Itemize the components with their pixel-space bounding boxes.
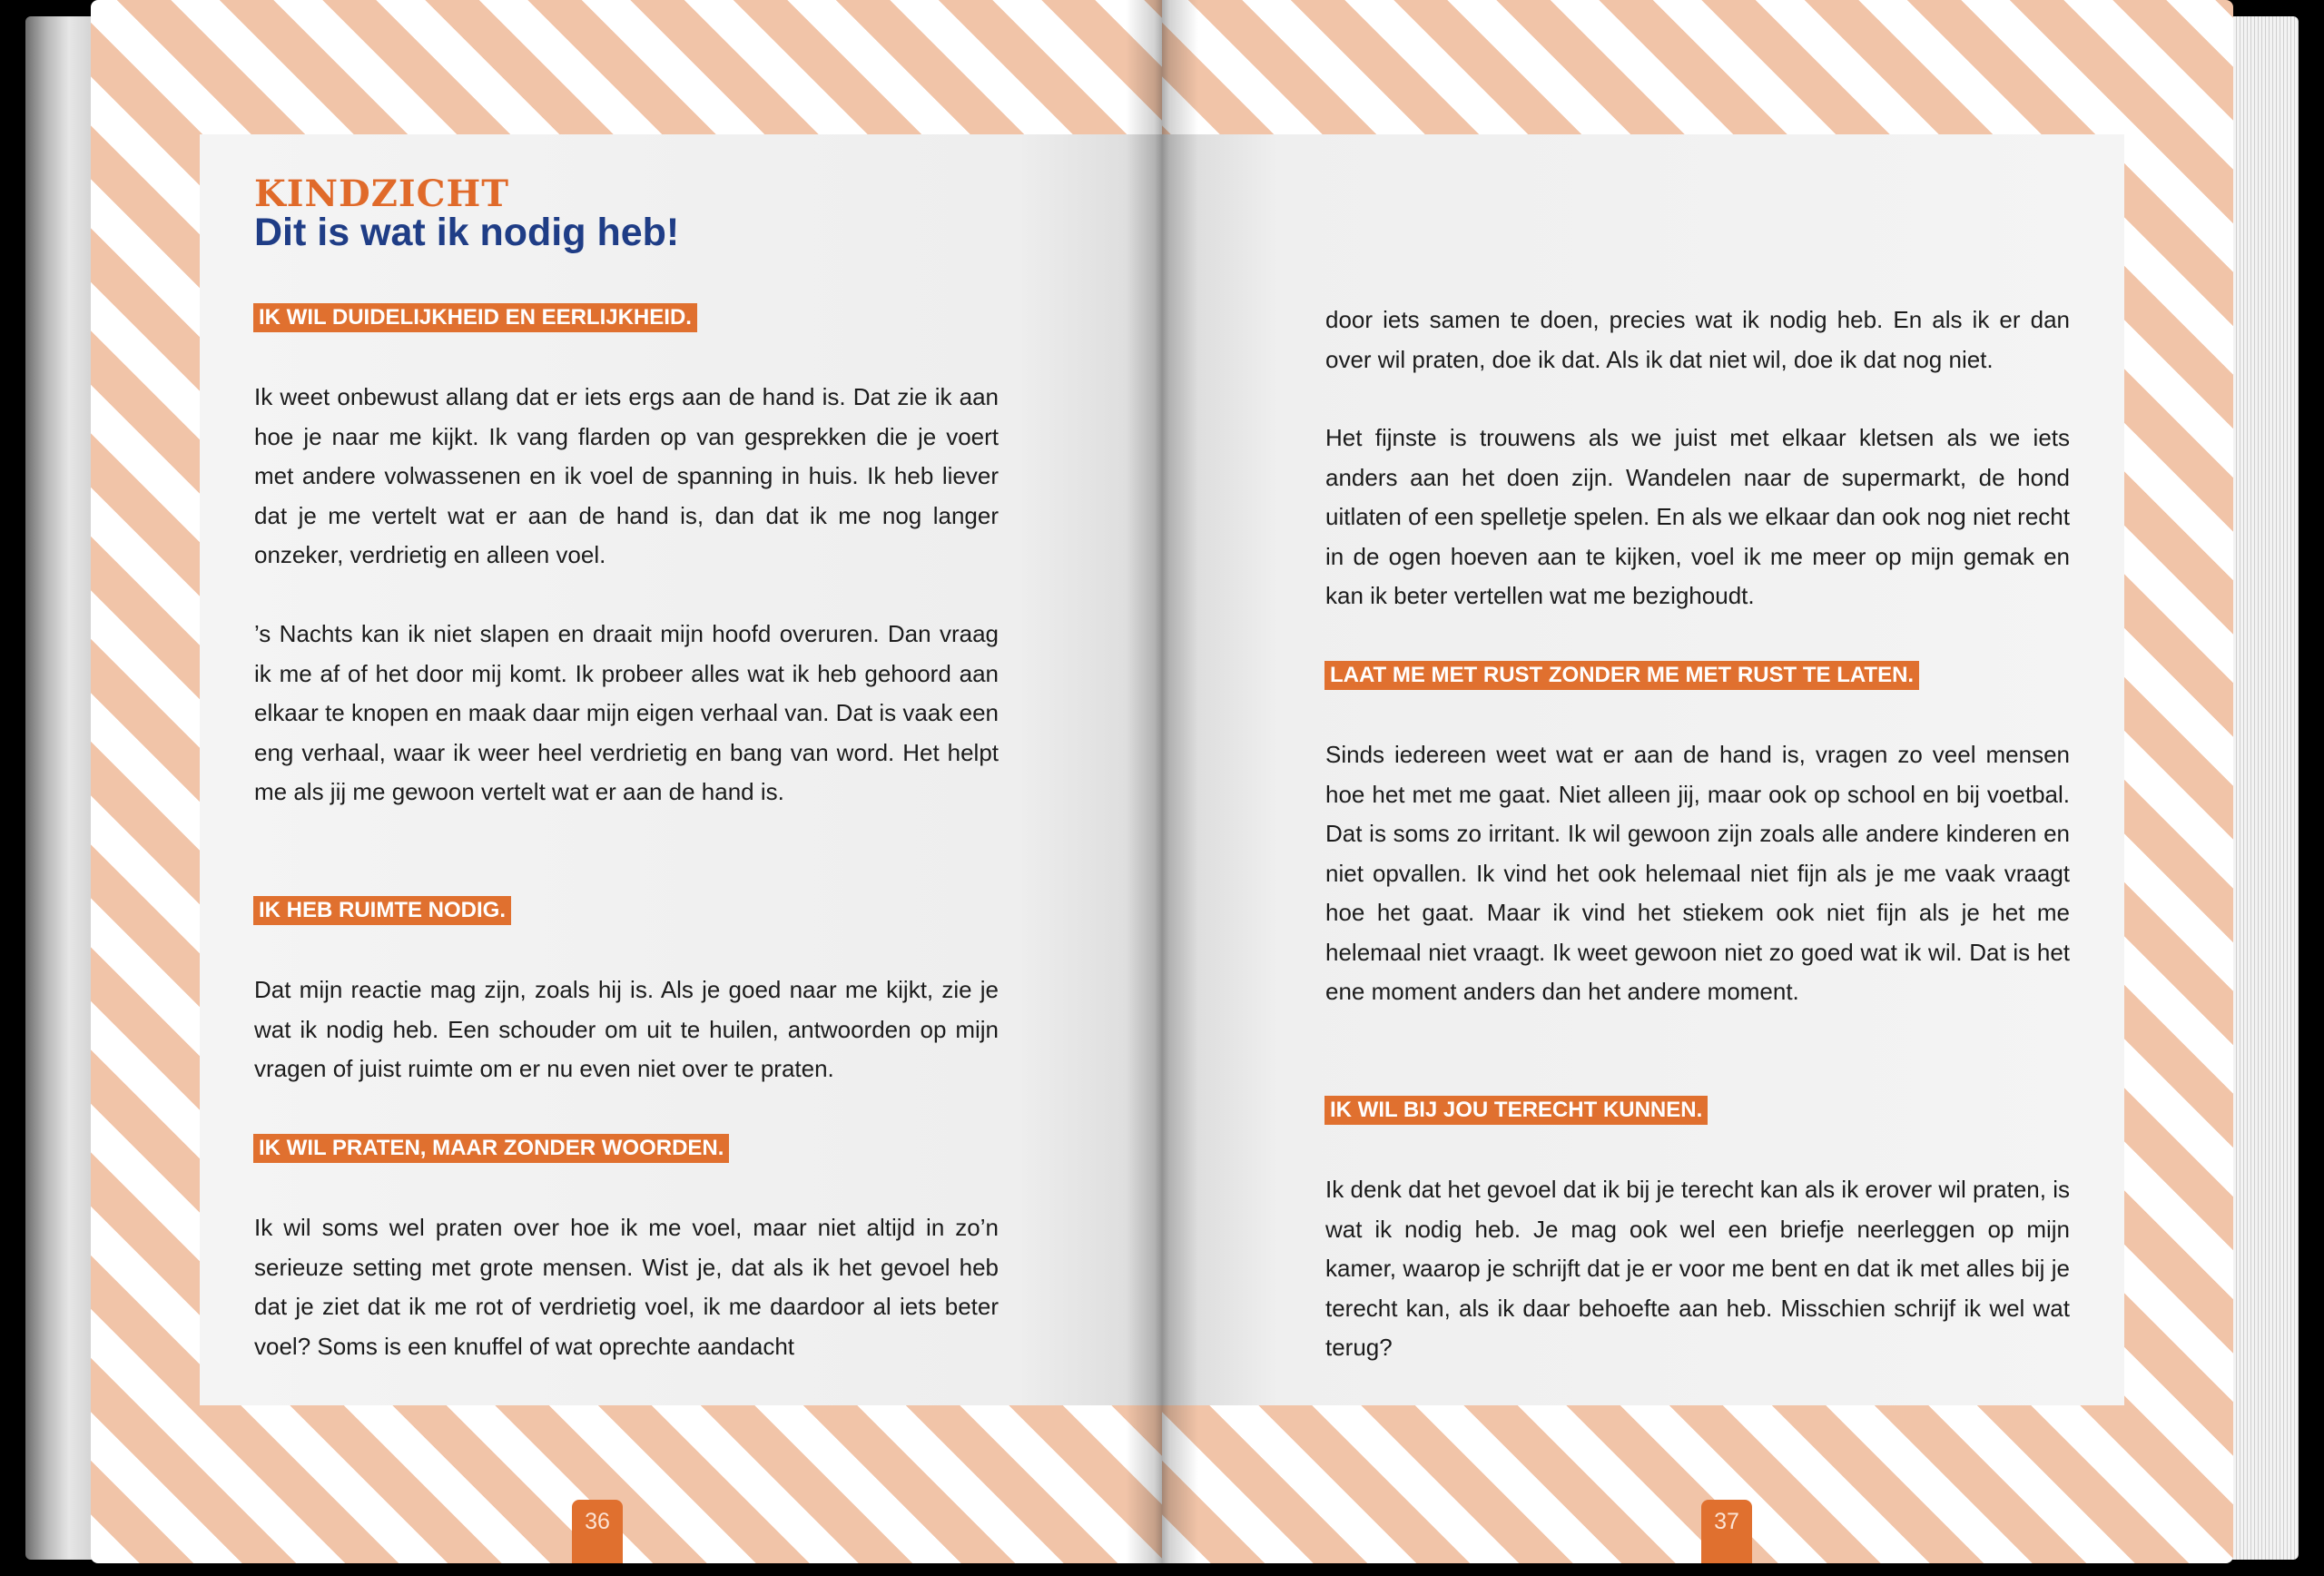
- chapter-title: Dit is wat ik nodig heb!: [254, 211, 680, 254]
- paragraph: Ik weet onbewust allang dat er iets ergs aan de hand is. Dat zie ik aan hoe je naar me kijkt. Ik vang flarden op van gesprekken die je voert met andere volwassenen en ik voel de spanning in huis. Ik heb liever dat je me vertelt wat er aan de hand is, dan dat ik me nog langer onzeker, verdrietig en alleen voel.: [254, 383, 999, 568]
- paragraph: door iets samen te doen, precies wat ik nodig heb. En als ik er dan over wil praten, doe ik dat. Als ik dat niet wil, doe ik dat nog niet.: [1325, 306, 2070, 373]
- paragraph: Dat mijn reactie mag zijn, zoals hij is. Als je goed naar me kijkt, zie je wat ik nodig heb. Een schouder om uit te huilen, antwoorden op mijn vragen of juist ruimte om er nu even niet over te praten.: [254, 976, 999, 1082]
- paragraph: ’s Nachts kan ik niet slapen en draait mijn hoofd overuren. Dan vraag ik me af of het door mij komt. Ik probeer alles wat ik heb gehoord aan elkaar te knopen en maak daar mijn eigen verhaal van. Dat is vaak een eng verhaal, waar ik weer heel verdrietig en bang van word. Het helpt me als jij me gewoon vertelt wat er aan de hand is.: [254, 620, 999, 805]
- chapter-kicker: KINDZICHT: [254, 172, 510, 215]
- paragraph: Ik wil soms wel praten over hoe ik me voel, maar niet altijd in zo’n serieuze setting met grote mensen. Wist je, dat als ik het gevoel heb dat je ziet dat ik me rot of verdrietig voel, ik me daardoor al iets beter voel? Soms is een knuffel of wat oprechte aandacht: [254, 1214, 999, 1360]
- book-cover-edge-left: [25, 16, 98, 1560]
- section-label: IK HEB RUIMTE NODIG.: [253, 896, 511, 925]
- section-label: LAAT ME MET RUST ZONDER ME MET RUST TE LATEN.: [1324, 661, 1919, 690]
- section-label: IK WIL DUIDELIJKHEID EN EERLIJKHEID.: [253, 303, 697, 332]
- paragraph: Ik denk dat het gevoel dat ik bij je terecht kan als ik erover wil praten, is wat ik nodig heb. Je mag ook wel een briefje neerleggen op mijn kamer, waarop je schrijft dat je er voor me bent en dat ik met alles bij je terecht kan, als ik daar behoefte aan heb. Misschien schrijf ik wel wat terug?: [1325, 1176, 2070, 1361]
- page-number-tab-left: 36: [572, 1500, 623, 1563]
- section-label: IK WIL BIJ JOU TERECHT KUNNEN.: [1324, 1096, 1708, 1125]
- paragraph: Het fijnste is trouwens als we juist met elkaar kletsen als we iets anders aan het doen zijn. Wandelen naar de supermarkt, de hond uitlaten of een spelletje spelen. En als we elkaar dan ook nog niet recht in de ogen hoeven aan te kijken, voel ik me meer op mijn gemak en kan ik beter vertellen wat me bezighoudt.: [1325, 424, 2070, 609]
- paragraph: Sinds iedereen weet wat er aan de hand is, vragen zo veel mensen hoe het met me gaat. Niet alleen jij, maar ook op school en bij voetbal. Dat is soms zo irritant. Ik wil gewoon zijn zoals alle andere kinderen en niet opvallen. Ik vind het ook helemaal niet fijn als je me vaak vraagt hoe het gaat. Maar ik vind het stiekem ook niet fijn als je het me helemaal niet vraagt. Ik weet gewoon niet zo goed wat ik wil. Dat is het ene moment anders dan het andere moment.: [1325, 741, 2070, 1005]
- page-number-tab-right: 37: [1701, 1500, 1752, 1563]
- section-label: IK WIL PRATEN, MAAR ZONDER WOORDEN.: [253, 1134, 729, 1163]
